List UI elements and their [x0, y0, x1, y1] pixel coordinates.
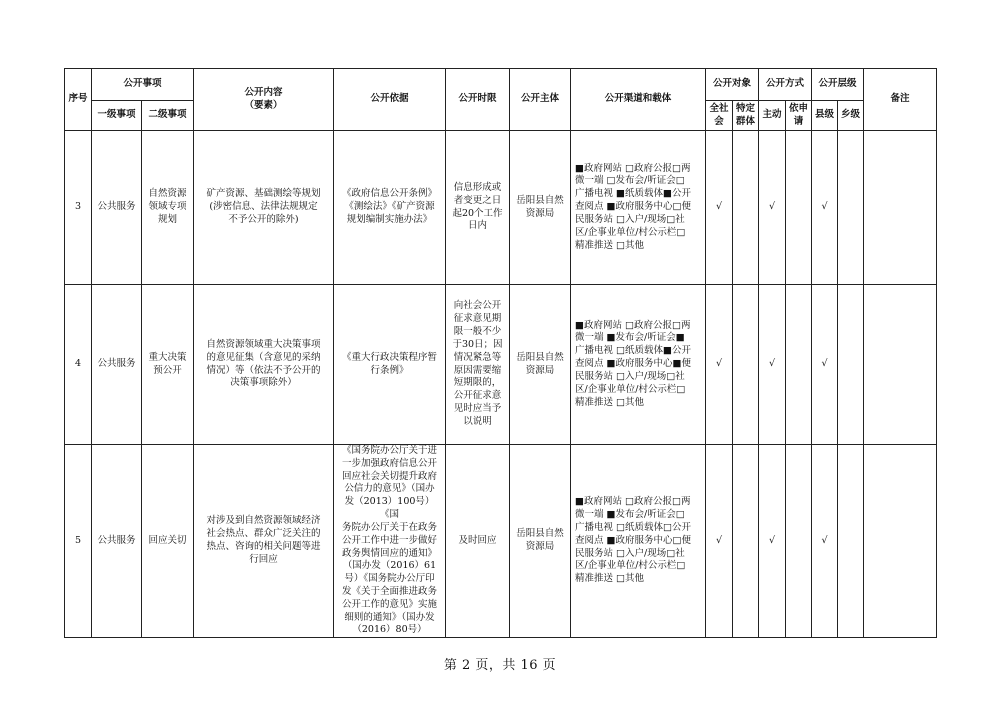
header-channels: 公开渠道和载体	[571, 69, 706, 131]
cell-basis: 《政府信息公开条例》 《测绘法》《矿产资源 规划编制实施办法》	[334, 131, 446, 285]
channel-line: 区/企事业单位/村公示栏□	[575, 226, 686, 238]
page-footer: 第 2 页，共 16 页	[443, 658, 557, 673]
header-mode-apply: 依申 请	[786, 101, 812, 131]
cell-time-limit: 向社会公开 征求意见期 限一般不少 于30日；因 情况紧急等 原因需要缩 短期限的， 公开征求意 见时应当予 以说明	[446, 285, 510, 445]
header-level: 公开层级	[812, 69, 864, 101]
channel-line: 查阅点 ■政府服务中心■便	[575, 358, 691, 370]
check-mode-active: √	[759, 131, 786, 285]
channel-line: 微一端 ■发布会/听证会□	[575, 509, 685, 521]
channel-line: 区/企事业单位/村公示栏□	[575, 383, 686, 395]
table-row	[65, 285, 937, 445]
check-level-town	[838, 285, 864, 445]
header-time-limit: 公开时限	[446, 69, 510, 131]
check-target-all: √	[706, 445, 733, 638]
header-target-specific: 特定 群体	[733, 101, 759, 131]
header-level-county: 县级	[812, 101, 838, 131]
check-target-specific	[733, 445, 759, 638]
cell-content: 对涉及到自然资源领域经济 社会热点、群众广泛关注的 热点、咨询的相关问题等进 行回应	[194, 445, 334, 638]
cell-channels	[571, 131, 706, 285]
cell-level2: 回应关切	[142, 445, 194, 638]
check-target-all: √	[706, 285, 733, 445]
cell-remark	[864, 285, 937, 445]
channel-line: 民服务站 □入户/现场□社	[575, 213, 685, 225]
cell-basis: 《重大行政决策程序暂 行条例》	[334, 285, 446, 445]
cell-channels	[571, 285, 706, 445]
check-mode-apply	[786, 445, 812, 638]
header-subject: 公开主体	[510, 69, 571, 131]
cell-seq: 3	[65, 131, 92, 285]
header-target-all: 全社 会	[706, 101, 733, 131]
header-matters: 公开事项	[92, 69, 194, 101]
cell-seq: 4	[65, 285, 92, 445]
channel-line: 查阅点 ■政府服务中心□便	[575, 201, 691, 213]
cell-time-limit: 信息形成或 者变更之日 起20个工作 日内	[446, 131, 510, 285]
check-mode-apply	[786, 131, 812, 285]
check-mode-active: √	[759, 285, 786, 445]
channel-line: ■政府网站 □政府公报□两	[575, 162, 691, 174]
channel-line: 广播电视 ■纸质载体■公开	[575, 188, 691, 200]
cell-level1: 公共服务	[92, 285, 142, 445]
cell-subject: 岳阳县自然 资源局	[510, 445, 571, 638]
header-mode-active: 主动	[759, 101, 786, 131]
table-row	[65, 131, 937, 285]
channel-line: 民服务站 □入户/现场□社	[575, 547, 685, 559]
channel-line: 精准推送 □其他	[575, 573, 645, 585]
cell-content: 自然资源领域重大决策事项 的意见征集（含意见的采纳 情况）等（依法不予公开的 决策事项除外）	[194, 285, 334, 445]
header-target: 公开对象	[706, 69, 759, 101]
check-level-town	[838, 131, 864, 285]
check-level-county: √	[812, 285, 838, 445]
channel-line: ■政府网站 □政府公报□两	[575, 496, 691, 508]
cell-level1: 公共服务	[92, 445, 142, 638]
cell-channels	[571, 445, 706, 638]
header-level-town: 乡级	[838, 101, 864, 131]
check-target-specific	[733, 131, 759, 285]
header-mode: 公开方式	[759, 69, 812, 101]
cell-content: 矿产资源、基础测绘等规划 (涉密信息、法律法规规定 不予公开的除外)	[194, 131, 334, 285]
header-seq: 序号	[65, 69, 92, 131]
header-basis: 公开依据	[334, 69, 446, 131]
disclosure-table	[64, 68, 937, 638]
header-content: 公开内容 （要素）	[194, 69, 334, 131]
cell-level2: 重大决策 预公开	[142, 285, 194, 445]
channel-line: ■政府网站 □政府公报□两	[575, 319, 691, 331]
channel-line: 精准推送 □其他	[575, 396, 645, 408]
check-mode-active: √	[759, 445, 786, 638]
channel-line: 广播电视 □纸质载体■公开	[575, 345, 691, 357]
cell-seq: 5	[65, 445, 92, 638]
header-remark: 备注	[864, 69, 937, 131]
table-row	[65, 445, 937, 638]
cell-remark	[864, 445, 937, 638]
cell-remark	[864, 131, 937, 285]
channel-line: 精准推送 □其他	[575, 239, 645, 251]
cell-subject: 岳阳县自然 资源局	[510, 131, 571, 285]
cell-level2: 自然资源 领域专项 规划	[142, 131, 194, 285]
channel-line: 查阅点 ■政府服务中心□便	[575, 534, 691, 546]
check-level-town	[838, 445, 864, 638]
cell-basis: 《国务院办公厅关于进 一步加强政府信息公开 回应社会关切提升政府 公信力的意见》（国办 发（2013）100号）《国 务院办公厅关于在政务 公开工作中进一步做好 政务舆情回应的通知》 （国办发（2016）61 号）《国务院办公厅印 发《关于全面推进政务 公开工作的意见》实施 细则的通知》（国办发 （2016）80号）	[334, 445, 446, 638]
check-level-county: √	[812, 445, 838, 638]
header-level1: 一级事项	[92, 101, 142, 131]
channel-line: 民服务站 □入户/现场□社	[575, 370, 685, 382]
channel-line: 微一端 □发布会/听证会□	[575, 175, 685, 187]
cell-level1: 公共服务	[92, 131, 142, 285]
channel-line: 微一端 ■发布会/听证会■	[575, 332, 685, 344]
check-level-county: √	[812, 131, 838, 285]
check-target-all: √	[706, 131, 733, 285]
cell-time-limit: 及时回应	[446, 445, 510, 638]
header-level2: 二级事项	[142, 101, 194, 131]
check-mode-apply	[786, 285, 812, 445]
cell-subject: 岳阳县自然 资源局	[510, 285, 571, 445]
channel-line: 区/企事业单位/村公示栏□	[575, 560, 686, 572]
channel-line: 广播电视 □纸质载体□公开	[575, 521, 691, 533]
check-target-specific	[733, 285, 759, 445]
